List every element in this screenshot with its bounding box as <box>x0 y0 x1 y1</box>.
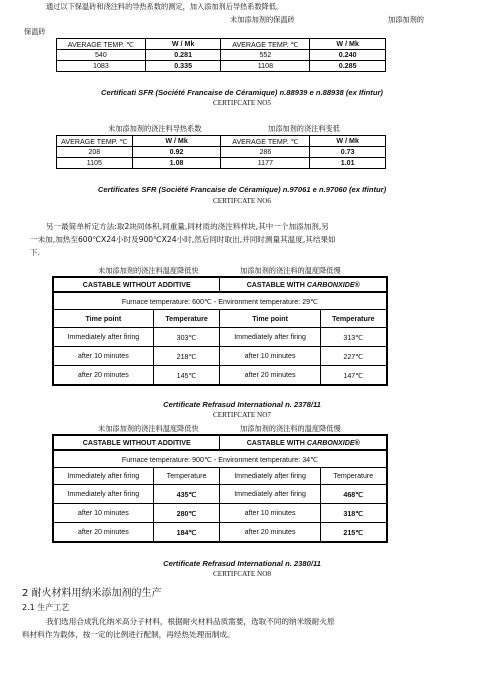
conductivity-table-2 <box>56 135 386 169</box>
header-cell: AVERAGE TEMP. ℃ <box>57 39 146 50</box>
table-row <box>57 158 386 169</box>
header-without-additive: CASTABLE WITHOUT ADDITIVE <box>53 277 220 292</box>
table-cell: 435℃ <box>153 485 220 504</box>
table-cell: 227℃ <box>320 347 387 366</box>
column-header: Temperature <box>153 310 220 328</box>
subsection-title: 2.1 生产工艺 <box>22 603 70 612</box>
table-cell: 303℃ <box>153 328 220 347</box>
table-cell: 0.240 <box>310 50 386 61</box>
section-title: 2 耐火材料用纳米添加剂的生产 <box>22 588 162 599</box>
furnace-row <box>53 450 387 468</box>
table-row <box>53 347 387 366</box>
header-cell: AVERAGE TEMP. ℃ <box>221 136 310 147</box>
table-cell: 208 <box>57 147 133 158</box>
table-cell: after 20 minutes <box>53 366 153 386</box>
label-left-cont: 保温砖 <box>24 27 46 36</box>
label-right: 加添加剂的 <box>388 15 424 24</box>
table-cell: 0.92 <box>132 147 221 158</box>
table-cell: 218℃ <box>153 347 220 366</box>
certificate-number: CERTIFCATE NO7 <box>212 411 272 419</box>
table-cell: Immediately after firing <box>53 328 153 347</box>
intro-text: 通过以下保温砖和浇注料的导热系数的测定，加入添加剂后导热系数降低。 <box>46 2 284 11</box>
process-paragraph-line: 我们选用合成乳化纳米高分子材料，根据耐火材料品质需要，选取不同的纳米级耐火原 <box>46 617 335 626</box>
table-row <box>53 523 387 543</box>
table-cell: 184℃ <box>153 523 220 543</box>
table-cell: 0.285 <box>310 61 386 72</box>
table-header-row <box>53 435 387 450</box>
table-header-row <box>53 277 387 292</box>
table-cell: after 20 minutes <box>220 366 320 386</box>
furnace-conditions: Furnace temperature: 900℃ - Environment temperature: 34℃ <box>53 450 387 468</box>
table-header-row <box>57 39 386 50</box>
certificate-caption: Certificati SFR (Société Francaise de Céramique) n.88939 e n.88938 (ex Ifintur) <box>101 88 383 97</box>
table-row <box>53 504 387 523</box>
table-cell: after 10 minutes <box>220 347 320 366</box>
method-paragraph-line: 下. <box>30 248 41 257</box>
table-cell: 313℃ <box>320 328 387 347</box>
table-row <box>57 61 386 72</box>
column-header: Immediately after firing <box>220 468 320 485</box>
table-cell: after 10 minutes <box>220 504 320 523</box>
process-paragraph-line: 料材料作为载体，按一定的比例进行配制，再经热处理而制成。 <box>22 630 235 639</box>
method-paragraph-line: 另一最简单析定方法:取2块同体积,同重量,同材质的浇注料样块,其中一个加添加剂,另 <box>46 222 329 231</box>
table-row <box>53 328 387 347</box>
table-row <box>57 147 386 158</box>
table-cell: 280℃ <box>153 504 220 523</box>
table-cell: after 20 minutes <box>220 523 320 543</box>
table-row <box>53 485 387 504</box>
header-cell: W / Mk <box>132 136 221 147</box>
table-cell: 0.281 <box>145 50 221 61</box>
table-cell: 147℃ <box>320 366 387 386</box>
table-cell: Immediately after firing <box>220 485 320 504</box>
column-header: Time point <box>220 310 320 328</box>
header-cell: AVERAGE TEMP. ℃ <box>221 39 310 50</box>
table-cell: 1177 <box>221 158 310 169</box>
furnace-row <box>53 292 387 310</box>
table-cell: 0.73 <box>310 147 386 158</box>
table-cell: Immediately after firing <box>220 328 320 347</box>
certificate-caption: Certificate Refrasud International n. 2380/11 <box>163 559 321 568</box>
column-header-row <box>53 468 387 485</box>
table-cell: 552 <box>221 50 310 61</box>
certificate-caption: Certificates SFR (Société Francaise de Céramique) n.97061 e n.97060 (ex Ifintur) <box>97 185 387 194</box>
table-cell: 1108 <box>221 61 310 72</box>
table-cell: Immediately after firing <box>53 485 153 504</box>
header-cell: W / Mk <box>310 136 386 147</box>
table-cell: 0.335 <box>145 61 221 72</box>
table-cell: 1.08 <box>132 158 221 169</box>
table-row <box>57 50 386 61</box>
header-without-additive: CASTABLE WITHOUT ADDITIVE <box>53 435 220 450</box>
column-header: Temperature <box>320 468 387 485</box>
table-cell: after 10 minutes <box>53 504 153 523</box>
table-header-row <box>57 136 386 147</box>
column-header: Immediately after firing <box>53 468 153 485</box>
certificate-number: CERTIFCATE NO5 <box>212 99 272 107</box>
table-cell: 145℃ <box>153 366 220 386</box>
certificate-number: CERTIFCATE NO6 <box>212 197 272 205</box>
conductivity-table-1 <box>56 38 386 72</box>
table-cell: after 10 minutes <box>53 347 153 366</box>
cooling-table-600 <box>52 276 388 386</box>
table-cell: 540 <box>57 50 146 61</box>
method-paragraph-line: 一未加,加热至600℃X24小时及900℃X24小时,然后同时取出,并同时测量其温度,其结果如 <box>30 235 336 244</box>
table-cell: 215℃ <box>320 523 387 543</box>
header-cell: W / Mk <box>145 39 221 50</box>
label-right: 加添加剂的浇注料的温度降低慢 <box>240 266 341 275</box>
table-cell: 1083 <box>57 61 146 72</box>
table-cell: 468℃ <box>320 485 387 504</box>
header-cell: W / Mk <box>310 39 386 50</box>
table-cell: 1.01 <box>310 158 386 169</box>
column-header: Time point <box>53 310 153 328</box>
label-left: 未加添加剂的浇注料温度降低快 <box>98 266 199 275</box>
cooling-table-900 <box>52 434 388 543</box>
furnace-conditions: Furnace temperature: 600℃ - Environment temperature: 29℃ <box>53 292 387 310</box>
label-right: 加添加剂的浇注料的温度降低慢 <box>240 424 341 433</box>
table-row <box>53 366 387 386</box>
header-with-additive: CASTABLE WITH CARBONXIDE® <box>220 435 387 450</box>
column-header-row <box>53 310 387 328</box>
certificate-caption: Certificate Refrasud International n. 2378/11 <box>163 400 321 409</box>
label-left: 未加添加剂的浇注料导热系数 <box>108 124 202 133</box>
table-cell: 318℃ <box>320 504 387 523</box>
certificate-number: CERTIFCATE NO8 <box>212 570 272 578</box>
table-cell: 286 <box>221 147 310 158</box>
column-header: Temperature <box>153 468 220 485</box>
table-cell: 1105 <box>57 158 133 169</box>
header-with-additive: CASTABLE WITH CARBONXIDE® <box>220 277 387 292</box>
header-cell: AVERAGE TEMP. ℃ <box>57 136 133 147</box>
label-left: 未加添加剂的浇注料温度降低快 <box>98 424 199 433</box>
column-header: Temperature <box>320 310 387 328</box>
label-right: 加添加剂的浇注料变低 <box>268 124 340 133</box>
table-cell: after 20 minutes <box>53 523 153 543</box>
label-left: 未加添加剂的保温砖 <box>230 15 295 24</box>
